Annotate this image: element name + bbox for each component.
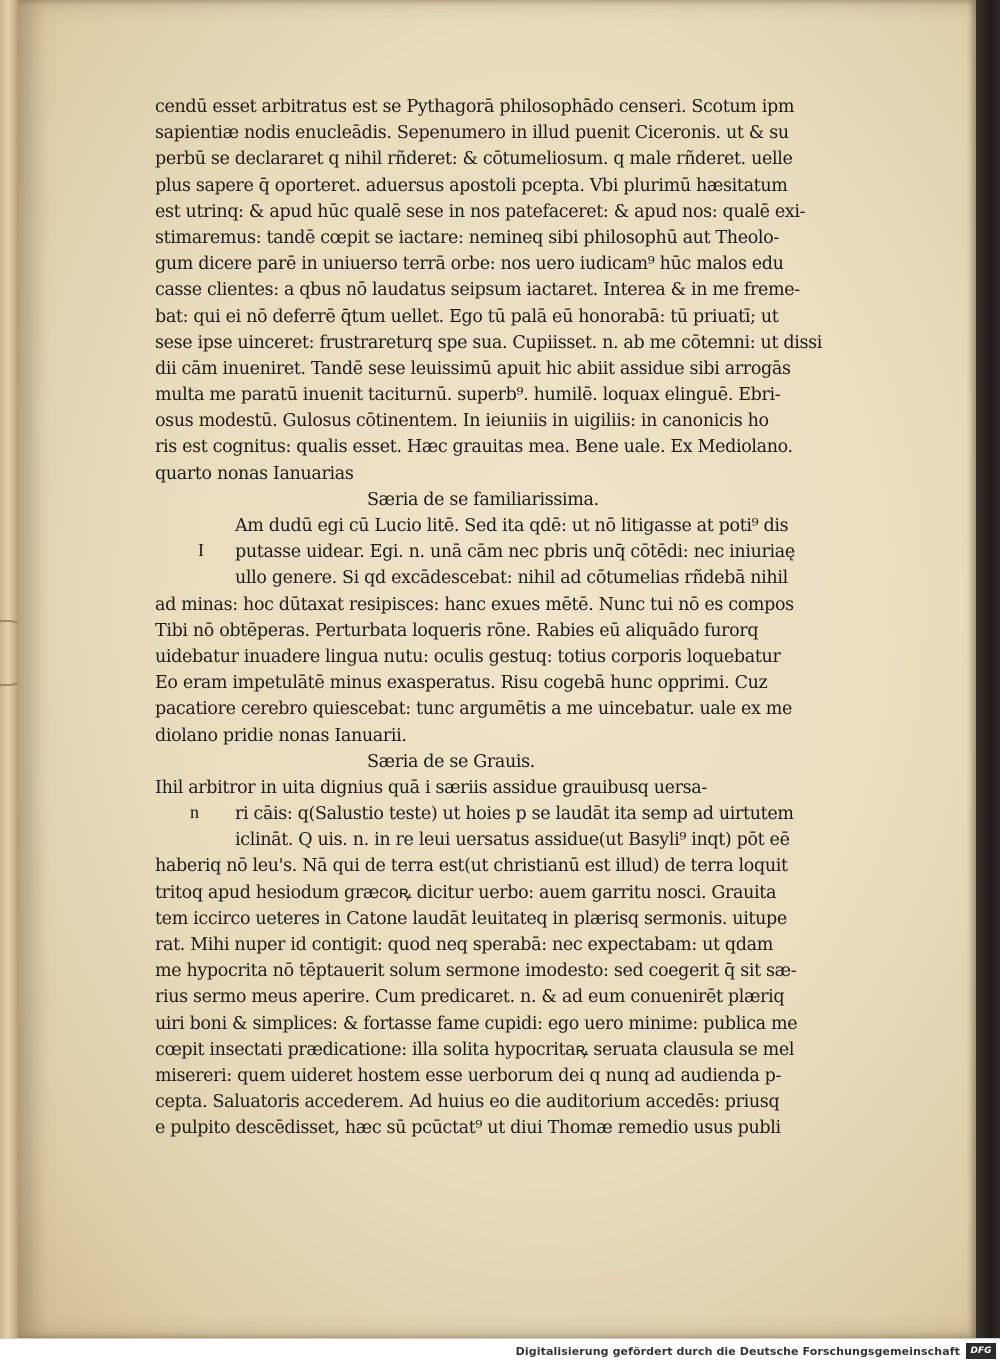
text-line: Ihil arbitror in uita dignius quā i særiis assidue grauibusq uersa-	[155, 777, 707, 798]
dfg-logo: DFG	[966, 1343, 996, 1359]
text-line: est utrinq: & apud hūc qualē sese in nos patefaceret: & apud nos: qualē exi-	[155, 201, 806, 222]
text-line: sapientiæ nodis enucleādis. Sepenumero in illud puenit Ciceronis. ut & su	[155, 123, 789, 144]
text-line: quarto nonas Ianuarias	[155, 463, 354, 484]
text-line: ri cāis: q(Salustio teste) ut hoies p se laudāt ita semp ad uirtutem	[235, 804, 794, 825]
text-line: Tibi nō obtēperas. Perturbata loqueris rōne. Rabies eū aliquādo furorq	[155, 620, 759, 641]
text-line: cœpit insectati prædicatione: illa solita hypocritaꝶ seruata clausula se mel	[155, 1039, 795, 1060]
text-line: cendū esset arbitratus est se Pythagorā philosophādo censeri. Scotum ipm	[155, 97, 795, 117]
previous-leaf-edge	[0, 0, 19, 1338]
text-line: pacatiore cerebro quiescebat: tunc argumētis a me uincebatur. uale ex me	[155, 699, 792, 720]
text-line: rat. Mihi nuper id contigit: quod neq sperabā: nec expectabam: ut qdam	[155, 935, 773, 955]
book-cover-edge	[976, 0, 1000, 1338]
text-line: tritoq apud hesiodum græcoꝶ dicitur uerbo: auem garritu nosci. Grauita	[155, 882, 777, 903]
text-line: cepta. Saluatoris accederem. Ad huius eo die auditorium accedēs: priusq	[155, 1092, 780, 1113]
text-line: stimaremus: tandē cœpit se iactare: nemineq sibi philosophū aut Theolo-	[155, 227, 779, 248]
section-heading-1: Særia de se familiarissima.	[367, 489, 599, 510]
text-line: Eo eram impetulātē minus exasperatus. Risu cogebā hunc opprimi. Cuz	[155, 673, 768, 694]
text-line: e pulpito descēdisset, hæc sū pcūctat⁹ ut diui Thomæ remedio usus publi	[155, 1118, 781, 1139]
text-line: plus sapere q̄ oporteret. aduersus apostoli pcepta. Vbi plurimū hæsitatum	[155, 175, 788, 196]
paragraph-bottom	[155, 775, 905, 1142]
text-line: tem iccirco ueteres in Catone laudāt leuitateq in plærisq sermonis. uitupe	[155, 908, 787, 929]
text-line: sese ipse uinceret: frustrareturq spe sua. Cupiisset. n. ab me cōtemni: ut dissi	[155, 332, 822, 353]
text-line: rius sermo meus aperire. Cum predicaret. n. & ad eum conuenirēt plæriq	[155, 987, 785, 1008]
text-line: multa me paratū inuenit taciturnū. superb⁹. humilē. loquax elinguē. Ebri-	[155, 385, 781, 406]
text-line: perbū se declararet q nihil rñderet: & cōtumeliosum. q male rñderet. uelle	[155, 149, 793, 170]
text-line: dii cām inueniret. Tandē sese leuissimū apuit hic abiit assidue sibi arrogās	[155, 358, 791, 379]
text-line: osus modestū. Gulosus cōtinentem. In ieiuniis in uigiliis: in canonicis ho	[155, 411, 769, 432]
section-heading-2: Særia de se Grauis.	[367, 751, 535, 772]
page-text	[155, 94, 905, 1142]
text-line: me hypocrita nō tēptauerit solum sermone imodesto: sed coegerit q̄ sit sæ-	[155, 961, 797, 982]
text-line: haberiq nō leu's. Nā qui de terra est(ut christianū est illud) de terra loquit	[155, 856, 788, 877]
text-line: uidebatur inuadere lingua nutu: oculis gestuq: totius corporis loquebatur	[155, 646, 781, 667]
text-line: iclināt. Q uis. n. in re leui uersatus assidue(ut Basyli⁹ inqt) pōt eē	[235, 830, 790, 851]
text-line: ad minas: hoc dūtaxat resipisces: hanc exues mētē. Nunc tui nō es compos	[155, 594, 794, 615]
text-line: diolano pridie nonas Ianuarii.	[155, 725, 407, 746]
text-line: ris est cognitus: qualis esset. Hæc grauitas mea. Bene uale. Ex Mediolano.	[155, 437, 793, 458]
text-line: misereri: quem uideret hostem esse uerborum dei q nunq ad audienda p-	[155, 1065, 782, 1086]
text-line: ullo genere. Si qd excādescebat: nihil ad cōtumelias rñdebā nihil	[235, 568, 788, 589]
guide-initial-2: n	[190, 802, 199, 822]
guide-initial-1: I	[198, 540, 204, 560]
text-line: casse clientes: a qbus nō laudatus seipsum iactaret. Interea & in me freme-	[155, 280, 800, 301]
text-line: uiri boni & simplices: & fortasse fame cupidi: ego uero minime: publica me	[155, 1013, 798, 1034]
footer-bar	[0, 1338, 1000, 1364]
paragraph-top	[155, 94, 905, 487]
paragraph-mid	[155, 513, 905, 749]
text-line: putasse uidear. Egi. n. unā cām nec pbris unq̄ cōtēdi: nec iniuriaę	[235, 542, 795, 563]
text-line: Am dudū egi cū Lucio litē. Sed ita qdē: ut nō litigasse at poti⁹ dis	[235, 516, 789, 536]
funding-notice: Digitalisierung gefördert durch die Deutsche Forschungsgemeinschaft	[515, 1345, 960, 1358]
text-line: gum dicere parē in uniuerso terrā orbe: nos uero iudicam⁹ hūc malos edu	[155, 254, 784, 275]
text-line: bat: qui ei nō deferrē q̄tum uellet. Ego tū palā eū honorabā: tū priuatī; ut	[155, 306, 779, 327]
